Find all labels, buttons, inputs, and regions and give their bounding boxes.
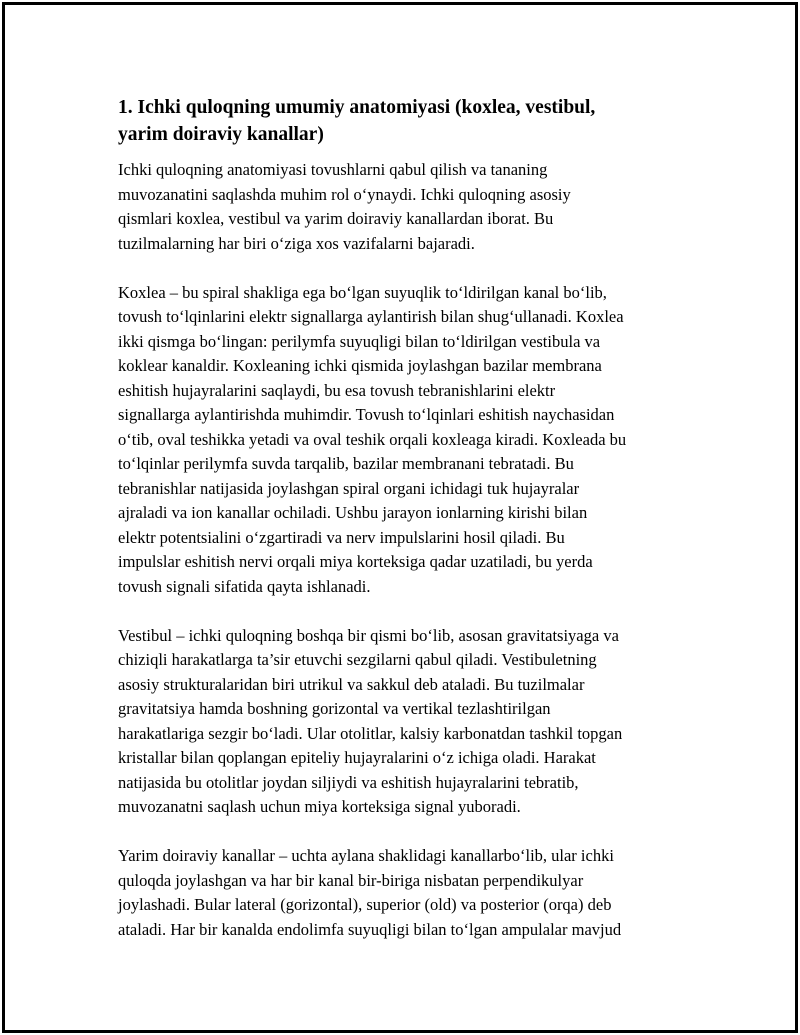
document-body (118, 94, 698, 967)
heading-line: yarim doiraviy kanallar) (118, 124, 324, 145)
text-line: signallarga aylantirishda muhimdir. Tovush to‘lqinlari eshitish naychasidan (118, 405, 615, 424)
text-line: tebranishlar natijasida joylashgan spiral organi ichidagi tuk hujayralar (118, 478, 580, 498)
text-line: tovush signali sifatida qayta ishlanadi. (118, 576, 371, 596)
paragraph-intro (118, 158, 698, 256)
text-line: tuzilmalarning har biri o‘ziga xos vazifalarni bajaradi. (118, 233, 475, 253)
paragraph-koxlea (118, 281, 698, 600)
text-line: kristallar bilan qoplangan epiteliy hujayralarini o‘z ichiga oladi. Harakat (118, 748, 596, 767)
text-line: natijasida bu otolitlar joydan siljiydi va eshitish hujayralarini tebratib, (118, 772, 579, 792)
text-line: qismlari koxlea, vestibul va yarim doiraviy kanallardan iborat. Bu (118, 209, 554, 228)
text-line: ataladi. Har bir kanalda endolimfa suyuqligi bilan to‘lgan ampulalar mavjud (118, 919, 622, 939)
text-line: o‘tib, oval teshikka yetadi va oval teshik orqali koxleaga kiradi. Koxleada bu (118, 429, 627, 449)
paragraph-vestibul (118, 624, 698, 820)
text-line: gravitatsiya hamda boshning gorizontal va vertikal tezlashtirilgan (118, 699, 551, 718)
text-line: koklear kanaldir. Koxleaning ichki qismida joylashgan bazilar membrana (118, 356, 602, 375)
text-line: ajraladi va ion kanallar ochiladi. Ushbu jarayon ionlarning kirishi bilan (118, 503, 588, 522)
text-line: to‘lqinlar perilymfa suvda tarqalib, bazilar membranani tebratadi. Bu (118, 454, 574, 473)
text-line: impulslar eshitish nervi orqali miya korteksiga qadar uzatiladi, bu yerda (118, 552, 593, 571)
text-line: Yarim doiraviy kanallar – uchta aylana shaklidagi kanallarbo‘lib, ular ichki (118, 846, 614, 865)
section-heading (118, 94, 698, 148)
text-line: tovush to‘lqinlarini elektr signallarga aylantirish bilan shug‘ullanadi. Koxlea (118, 307, 624, 326)
text-line: ikki qismga bo‘lingan: perilymfa suyuqligi bilan to‘ldirilgan vestibula va (118, 331, 601, 351)
text-line: joylashadi. Bular lateral (gorizontal), superior (old) va posterior (orqa) deb (118, 895, 612, 914)
text-line: muvozanatni saqlash uchun miya korteksiga signal yuboradi. (118, 797, 521, 816)
text-line: chiziqli harakatlarga ta’sir etuvchi sezgilarni qabul qiladi. Vestibuletning (118, 650, 597, 669)
heading-line: 1. Ichki quloqning umumiy anatomiyasi (koxlea, vestibul, (118, 97, 596, 118)
text-line: Koxlea – bu spiral shakliga ega bo‘lgan suyuqlik to‘ldirilgan kanal bo‘lib, (118, 282, 607, 302)
text-line: muvozanatini saqlashda muhim rol o‘ynaydi. Ichki quloqning asosiy (118, 184, 571, 204)
text-line: asosiy strukturalaridan biri utrikul va sakkul deb ataladi. Bu tuzilmalar (118, 674, 585, 694)
paragraph-kanallar (118, 844, 698, 942)
text-line: Vestibul – ichki quloqning boshqa bir qismi bo‘lib, asosan gravitatsiyaga va (118, 625, 619, 645)
text-line: quloqda joylashgan va har bir kanal bir-biriga nisbatan perpendikulyar (118, 870, 584, 890)
text-line: elektr potentsialini o‘zgartiradi va nerv impulslarini hosil qiladi. Bu (118, 527, 565, 547)
text-line: Ichki quloqning anatomiyasi tovushlarni qabul qilish va tananing (118, 160, 548, 179)
text-line: harakatlariga sezgir bo‘ladi. Ular otolitlar, kalsiy karbonatdan tashkil topgan (118, 723, 623, 743)
text-line: eshitish hujayralarini saqlaydi, bu esa tovush tebranishlarini elektr (118, 380, 556, 400)
